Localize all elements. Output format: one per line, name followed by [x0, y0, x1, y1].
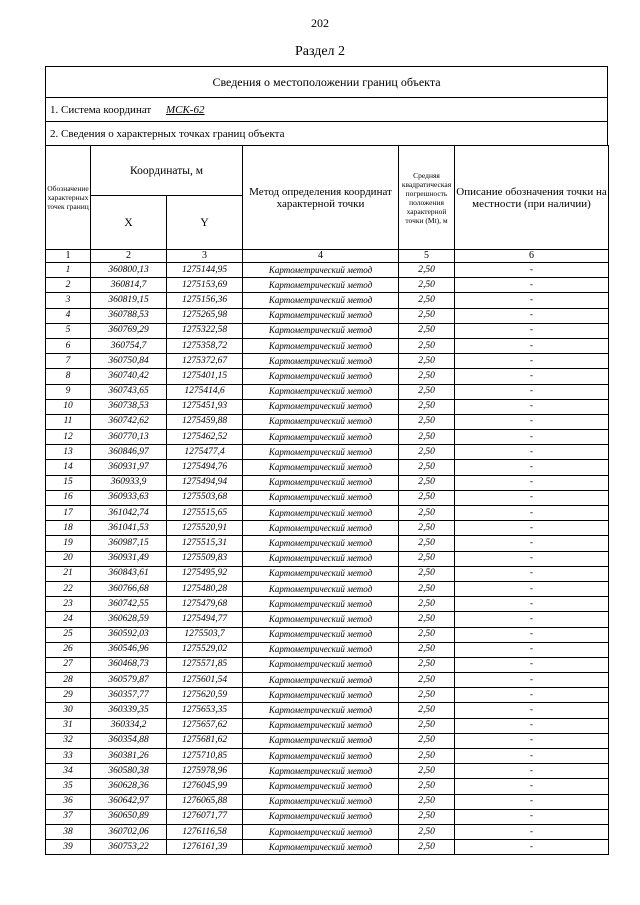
- error-cell: 2,50: [399, 323, 455, 338]
- point-number-cell: 28: [46, 673, 91, 688]
- x-coordinate-cell: 360642,97: [91, 794, 167, 809]
- point-number-cell: 33: [46, 749, 91, 764]
- method-cell: Картометрический метод: [243, 566, 399, 581]
- description-cell: -: [455, 293, 609, 308]
- table-row: [46, 263, 609, 278]
- table-row: [46, 749, 609, 764]
- point-number-cell: 35: [46, 779, 91, 794]
- y-coordinate-cell: 1275494,76: [167, 460, 243, 475]
- table-row: [46, 657, 609, 672]
- point-number-cell: 7: [46, 354, 91, 369]
- description-cell: -: [455, 718, 609, 733]
- error-cell: 2,50: [399, 703, 455, 718]
- point-number-cell: 8: [46, 369, 91, 384]
- table-row: [46, 566, 609, 581]
- description-cell: -: [455, 733, 609, 748]
- coord-system-label: 1. Система координат: [50, 104, 152, 116]
- method-cell: Картометрический метод: [243, 581, 399, 596]
- method-cell: Картометрический метод: [243, 824, 399, 839]
- method-cell: Картометрический метод: [243, 323, 399, 338]
- table-row: [46, 323, 609, 338]
- point-number-cell: 36: [46, 794, 91, 809]
- method-cell: Картометрический метод: [243, 688, 399, 703]
- column-number-row: [46, 250, 609, 263]
- error-cell: 2,50: [399, 414, 455, 429]
- description-cell: -: [455, 597, 609, 612]
- description-cell: -: [455, 627, 609, 642]
- method-cell: Картометрический метод: [243, 809, 399, 824]
- error-cell: 2,50: [399, 536, 455, 551]
- point-number-cell: 27: [46, 657, 91, 672]
- y-coordinate-cell: 1275153,69: [167, 278, 243, 293]
- y-coordinate-cell: 1275509,83: [167, 551, 243, 566]
- x-coordinate-cell: 360750,84: [91, 354, 167, 369]
- point-number-cell: 24: [46, 612, 91, 627]
- point-number-cell: 14: [46, 460, 91, 475]
- y-coordinate-cell: 1275620,59: [167, 688, 243, 703]
- description-cell: -: [455, 703, 609, 718]
- header-point-designation: Обозначение характерных точек границ: [46, 146, 91, 250]
- x-coordinate-cell: 360592,03: [91, 627, 167, 642]
- description-cell: -: [455, 369, 609, 384]
- y-coordinate-cell: 1275529,02: [167, 642, 243, 657]
- description-cell: -: [455, 794, 609, 809]
- error-cell: 2,50: [399, 278, 455, 293]
- y-coordinate-cell: 1275494,77: [167, 612, 243, 627]
- y-coordinate-cell: 1275156,36: [167, 293, 243, 308]
- x-coordinate-cell: 360931,97: [91, 460, 167, 475]
- x-coordinate-cell: 360738,53: [91, 399, 167, 414]
- point-number-cell: 9: [46, 384, 91, 399]
- column-number: 1: [46, 250, 91, 263]
- method-cell: Картометрический метод: [243, 627, 399, 642]
- point-number-cell: 17: [46, 506, 91, 521]
- y-coordinate-cell: 1275401,15: [167, 369, 243, 384]
- point-number-cell: 18: [46, 521, 91, 536]
- description-cell: -: [455, 824, 609, 839]
- table-row: [46, 840, 609, 855]
- y-coordinate-cell: 1275358,72: [167, 338, 243, 353]
- y-coordinate-cell: 1276071,77: [167, 809, 243, 824]
- description-cell: -: [455, 354, 609, 369]
- description-cell: -: [455, 263, 609, 278]
- point-number-cell: 23: [46, 597, 91, 612]
- description-cell: -: [455, 566, 609, 581]
- y-coordinate-cell: 1275451,93: [167, 399, 243, 414]
- y-coordinate-cell: 1275322,58: [167, 323, 243, 338]
- point-number-cell: 39: [46, 840, 91, 855]
- description-cell: -: [455, 414, 609, 429]
- y-coordinate-cell: 1275681,62: [167, 733, 243, 748]
- x-coordinate-cell: 360628,59: [91, 612, 167, 627]
- column-number: 6: [455, 250, 609, 263]
- table-row: [46, 551, 609, 566]
- method-cell: Картометрический метод: [243, 642, 399, 657]
- description-cell: -: [455, 278, 609, 293]
- error-cell: 2,50: [399, 581, 455, 596]
- error-cell: 2,50: [399, 354, 455, 369]
- error-cell: 2,50: [399, 688, 455, 703]
- table-row: [46, 354, 609, 369]
- error-cell: 2,50: [399, 718, 455, 733]
- table-row: [46, 445, 609, 460]
- x-coordinate-cell: 360931,49: [91, 551, 167, 566]
- y-coordinate-cell: 1275657,62: [167, 718, 243, 733]
- column-number: 5: [399, 250, 455, 263]
- point-number-cell: 30: [46, 703, 91, 718]
- table-row: [46, 369, 609, 384]
- point-number-cell: 15: [46, 475, 91, 490]
- table-row: [46, 278, 609, 293]
- x-coordinate-cell: 361041,53: [91, 521, 167, 536]
- description-cell: -: [455, 430, 609, 445]
- error-cell: 2,50: [399, 475, 455, 490]
- section-title: Раздел 2: [294, 44, 346, 59]
- description-cell: -: [455, 688, 609, 703]
- error-cell: 2,50: [399, 338, 455, 353]
- y-coordinate-cell: 1275653,35: [167, 703, 243, 718]
- x-coordinate-cell: 360628,36: [91, 779, 167, 794]
- table-row: [46, 293, 609, 308]
- y-coordinate-cell: 1276161,39: [167, 840, 243, 855]
- header-y: Y: [167, 196, 243, 250]
- error-cell: 2,50: [399, 445, 455, 460]
- error-cell: 2,50: [399, 566, 455, 581]
- table-row: [46, 460, 609, 475]
- x-coordinate-cell: 360579,87: [91, 673, 167, 688]
- y-coordinate-cell: 1275462,52: [167, 430, 243, 445]
- method-cell: Картометрический метод: [243, 764, 399, 779]
- method-cell: Картометрический метод: [243, 597, 399, 612]
- coord-system-row: [45, 97, 608, 121]
- method-cell: Картометрический метод: [243, 490, 399, 505]
- y-coordinate-cell: 1275520,91: [167, 521, 243, 536]
- error-cell: 2,50: [399, 840, 455, 855]
- x-coordinate-cell: 360800,13: [91, 263, 167, 278]
- point-number-cell: 31: [46, 718, 91, 733]
- table-row: [46, 338, 609, 353]
- x-coordinate-cell: 360933,9: [91, 475, 167, 490]
- method-cell: Картометрический метод: [243, 673, 399, 688]
- point-number-cell: 20: [46, 551, 91, 566]
- header-error: Средняя квадратическая погрешность положения характерной точки (Mt), м: [399, 146, 455, 250]
- column-number: 2: [91, 250, 167, 263]
- point-number-cell: 34: [46, 764, 91, 779]
- table-row: [46, 612, 609, 627]
- x-coordinate-cell: 360468,73: [91, 657, 167, 672]
- table-row: [46, 430, 609, 445]
- method-cell: Картометрический метод: [243, 718, 399, 733]
- table-row: [46, 779, 609, 794]
- point-number-cell: 38: [46, 824, 91, 839]
- error-cell: 2,50: [399, 308, 455, 323]
- point-number-cell: 11: [46, 414, 91, 429]
- x-coordinate-cell: 360753,22: [91, 840, 167, 855]
- description-cell: -: [455, 673, 609, 688]
- y-coordinate-cell: 1275494,94: [167, 475, 243, 490]
- point-number-cell: 3: [46, 293, 91, 308]
- table-row: [46, 703, 609, 718]
- y-coordinate-cell: 1276116,58: [167, 824, 243, 839]
- y-coordinate-cell: 1275710,85: [167, 749, 243, 764]
- error-cell: 2,50: [399, 794, 455, 809]
- y-coordinate-cell: 1275144,95: [167, 263, 243, 278]
- method-cell: Картометрический метод: [243, 749, 399, 764]
- error-cell: 2,50: [399, 764, 455, 779]
- y-coordinate-cell: 1275479,68: [167, 597, 243, 612]
- x-coordinate-cell: 360788,53: [91, 308, 167, 323]
- table-row: [46, 642, 609, 657]
- y-coordinate-cell: 1276065,88: [167, 794, 243, 809]
- table-row: [46, 521, 609, 536]
- point-number-cell: 37: [46, 809, 91, 824]
- point-number-cell: 29: [46, 688, 91, 703]
- y-coordinate-cell: 1275978,96: [167, 764, 243, 779]
- y-coordinate-cell: 1275503,68: [167, 490, 243, 505]
- x-coordinate-cell: 360846,97: [91, 445, 167, 460]
- description-cell: -: [455, 581, 609, 596]
- table-row: [46, 718, 609, 733]
- error-cell: 2,50: [399, 612, 455, 627]
- description-cell: -: [455, 506, 609, 521]
- description-cell: -: [455, 642, 609, 657]
- method-cell: Картометрический метод: [243, 354, 399, 369]
- method-cell: Картометрический метод: [243, 338, 399, 353]
- method-cell: Картометрический метод: [243, 551, 399, 566]
- method-cell: Картометрический метод: [243, 794, 399, 809]
- y-coordinate-cell: 1275495,92: [167, 566, 243, 581]
- header-coordinates: Координаты, м: [91, 146, 243, 196]
- method-cell: Картометрический метод: [243, 657, 399, 672]
- y-coordinate-cell: 1275515,65: [167, 506, 243, 521]
- header-x: X: [91, 196, 167, 250]
- table-row: [46, 506, 609, 521]
- x-coordinate-cell: 360546,96: [91, 642, 167, 657]
- point-number-cell: 2: [46, 278, 91, 293]
- y-coordinate-cell: 1275503,7: [167, 627, 243, 642]
- y-coordinate-cell: 1275571,85: [167, 657, 243, 672]
- description-cell: -: [455, 779, 609, 794]
- method-cell: Картометрический метод: [243, 506, 399, 521]
- x-coordinate-cell: 360580,38: [91, 764, 167, 779]
- table-row: [46, 733, 609, 748]
- method-cell: Картометрический метод: [243, 840, 399, 855]
- error-cell: 2,50: [399, 460, 455, 475]
- method-cell: Картометрический метод: [243, 308, 399, 323]
- table-row: [46, 384, 609, 399]
- method-cell: Картометрический метод: [243, 399, 399, 414]
- error-cell: 2,50: [399, 506, 455, 521]
- description-cell: -: [455, 764, 609, 779]
- point-number-cell: 16: [46, 490, 91, 505]
- table-row: [46, 794, 609, 809]
- x-coordinate-cell: 360766,68: [91, 581, 167, 596]
- description-cell: -: [455, 323, 609, 338]
- table-row: [46, 475, 609, 490]
- point-number-cell: 25: [46, 627, 91, 642]
- point-number-cell: 13: [46, 445, 91, 460]
- x-coordinate-cell: 360742,55: [91, 597, 167, 612]
- method-cell: Картометрический метод: [243, 703, 399, 718]
- table-title: Сведения о местоположении границ объекта: [45, 66, 608, 97]
- x-coordinate-cell: 360843,61: [91, 566, 167, 581]
- point-number-cell: 32: [46, 733, 91, 748]
- error-cell: 2,50: [399, 824, 455, 839]
- y-coordinate-cell: 1275601,54: [167, 673, 243, 688]
- description-cell: -: [455, 399, 609, 414]
- x-coordinate-cell: 360933,63: [91, 490, 167, 505]
- table-row: [46, 809, 609, 824]
- description-cell: -: [455, 840, 609, 855]
- description-cell: -: [455, 612, 609, 627]
- x-coordinate-cell: 360742,62: [91, 414, 167, 429]
- table-row: [46, 490, 609, 505]
- point-number-cell: 4: [46, 308, 91, 323]
- table-row: [46, 597, 609, 612]
- error-cell: 2,50: [399, 673, 455, 688]
- point-number-cell: 6: [46, 338, 91, 353]
- error-cell: 2,50: [399, 521, 455, 536]
- point-number-cell: 26: [46, 642, 91, 657]
- x-coordinate-cell: 360754,7: [91, 338, 167, 353]
- description-cell: -: [455, 460, 609, 475]
- x-coordinate-cell: 360357,77: [91, 688, 167, 703]
- x-coordinate-cell: 360354,88: [91, 733, 167, 748]
- error-cell: 2,50: [399, 597, 455, 612]
- description-cell: -: [455, 338, 609, 353]
- method-cell: Картометрический метод: [243, 475, 399, 490]
- method-cell: Картометрический метод: [243, 733, 399, 748]
- method-cell: Картометрический метод: [243, 293, 399, 308]
- method-cell: Картометрический метод: [243, 536, 399, 551]
- error-cell: 2,50: [399, 551, 455, 566]
- point-number-cell: 1: [46, 263, 91, 278]
- method-cell: Картометрический метод: [243, 445, 399, 460]
- table-row: [46, 581, 609, 596]
- error-cell: 2,50: [399, 399, 455, 414]
- y-coordinate-cell: 1275372,67: [167, 354, 243, 369]
- x-coordinate-cell: 360702,06: [91, 824, 167, 839]
- points-table: [45, 145, 609, 855]
- table-row: [46, 673, 609, 688]
- error-cell: 2,50: [399, 263, 455, 278]
- description-cell: -: [455, 475, 609, 490]
- description-cell: -: [455, 657, 609, 672]
- y-coordinate-cell: 1275515,31: [167, 536, 243, 551]
- header-method: Метод определения координат характерной точки: [243, 146, 399, 250]
- x-coordinate-cell: 360769,29: [91, 323, 167, 338]
- method-cell: Картометрический метод: [243, 278, 399, 293]
- point-number-cell: 10: [46, 399, 91, 414]
- y-coordinate-cell: 1275459,88: [167, 414, 243, 429]
- boundary-info-table: [45, 66, 608, 855]
- error-cell: 2,50: [399, 642, 455, 657]
- page-number: 202: [311, 16, 329, 30]
- x-coordinate-cell: 360650,89: [91, 809, 167, 824]
- x-coordinate-cell: 360381,26: [91, 749, 167, 764]
- point-number-cell: 21: [46, 566, 91, 581]
- coord-system-value: МСК-62: [165, 104, 205, 116]
- x-coordinate-cell: 360987,15: [91, 536, 167, 551]
- x-coordinate-cell: 360743,65: [91, 384, 167, 399]
- table-row: [46, 399, 609, 414]
- error-cell: 2,50: [399, 733, 455, 748]
- points-table-body: [46, 263, 609, 855]
- error-cell: 2,50: [399, 430, 455, 445]
- x-coordinate-cell: 360339,35: [91, 703, 167, 718]
- y-coordinate-cell: 1275414,6: [167, 384, 243, 399]
- y-coordinate-cell: 1275265,98: [167, 308, 243, 323]
- char-points-label: 2. Сведения о характерных точках границ объекта: [45, 121, 608, 145]
- point-number-cell: 5: [46, 323, 91, 338]
- point-number-cell: 22: [46, 581, 91, 596]
- table-row: [46, 627, 609, 642]
- error-cell: 2,50: [399, 809, 455, 824]
- x-coordinate-cell: 360740,42: [91, 369, 167, 384]
- description-cell: -: [455, 490, 609, 505]
- x-coordinate-cell: 361042,74: [91, 506, 167, 521]
- table-row: [46, 414, 609, 429]
- method-cell: Картометрический метод: [243, 430, 399, 445]
- error-cell: 2,50: [399, 490, 455, 505]
- error-cell: 2,50: [399, 749, 455, 764]
- error-cell: 2,50: [399, 627, 455, 642]
- description-cell: -: [455, 308, 609, 323]
- column-number: 3: [167, 250, 243, 263]
- y-coordinate-cell: 1275477,4: [167, 445, 243, 460]
- method-cell: Картометрический метод: [243, 521, 399, 536]
- method-cell: Картометрический метод: [243, 779, 399, 794]
- point-number-cell: 12: [46, 430, 91, 445]
- table-row: [46, 688, 609, 703]
- error-cell: 2,50: [399, 384, 455, 399]
- method-cell: Картометрический метод: [243, 263, 399, 278]
- method-cell: Картометрический метод: [243, 460, 399, 475]
- x-coordinate-cell: 360814,7: [91, 278, 167, 293]
- description-cell: -: [455, 384, 609, 399]
- error-cell: 2,50: [399, 369, 455, 384]
- description-cell: -: [455, 445, 609, 460]
- description-cell: -: [455, 809, 609, 824]
- description-cell: -: [455, 536, 609, 551]
- description-cell: -: [455, 551, 609, 566]
- y-coordinate-cell: 1276045,99: [167, 779, 243, 794]
- error-cell: 2,50: [399, 779, 455, 794]
- method-cell: Картометрический метод: [243, 384, 399, 399]
- table-row: [46, 536, 609, 551]
- description-cell: -: [455, 521, 609, 536]
- method-cell: Картометрический метод: [243, 414, 399, 429]
- x-coordinate-cell: 360770,13: [91, 430, 167, 445]
- header-description: Описание обозначения точки на местности (при наличии): [455, 146, 609, 250]
- method-cell: Картометрический метод: [243, 612, 399, 627]
- table-row: [46, 308, 609, 323]
- x-coordinate-cell: 360819,15: [91, 293, 167, 308]
- x-coordinate-cell: 360334,2: [91, 718, 167, 733]
- table-row: [46, 824, 609, 839]
- column-number: 4: [243, 250, 399, 263]
- method-cell: Картометрический метод: [243, 369, 399, 384]
- error-cell: 2,50: [399, 293, 455, 308]
- table-row: [46, 764, 609, 779]
- y-coordinate-cell: 1275480,28: [167, 581, 243, 596]
- point-number-cell: 19: [46, 536, 91, 551]
- description-cell: -: [455, 749, 609, 764]
- error-cell: 2,50: [399, 657, 455, 672]
